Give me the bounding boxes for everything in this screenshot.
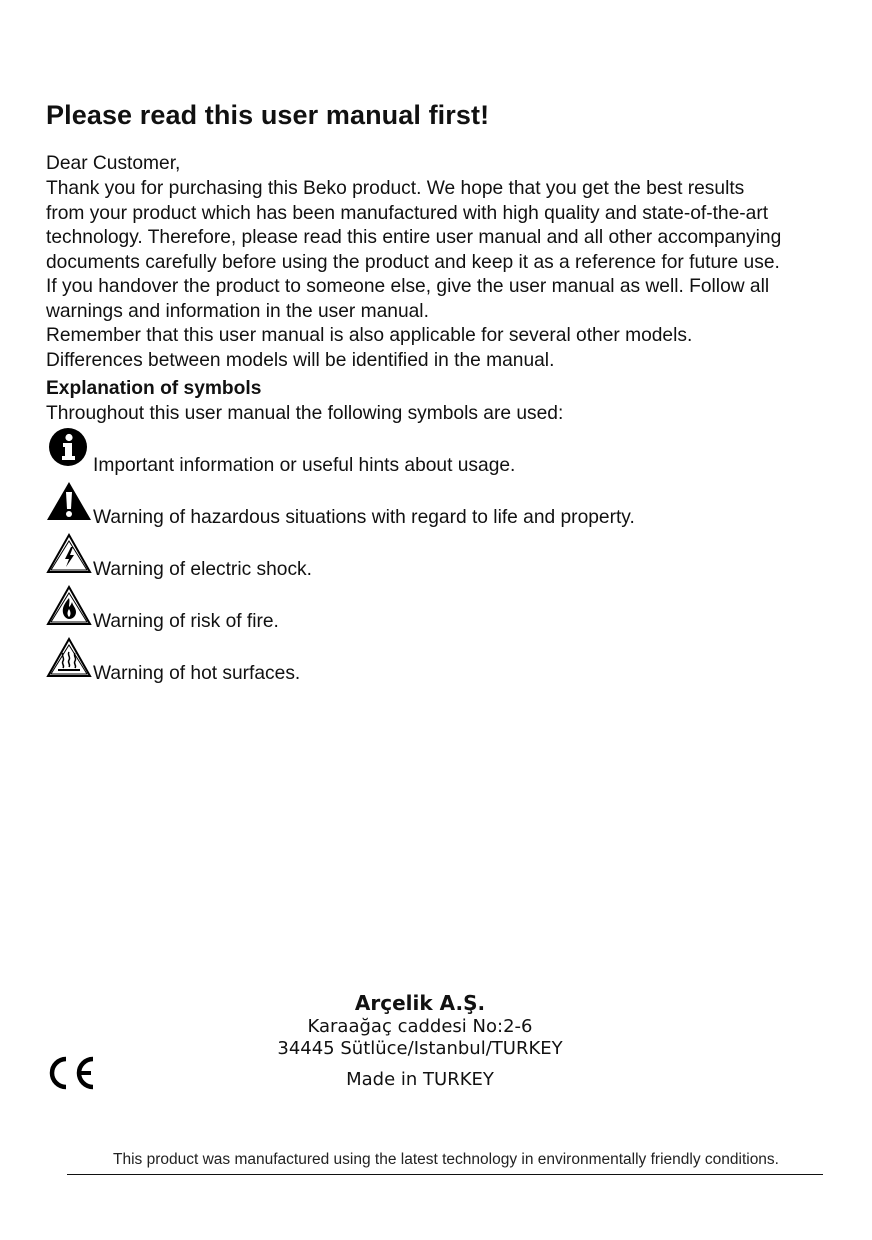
address-line: 34445 Sütlüce/Istanbul/TURKEY: [277, 1038, 563, 1059]
manufacturer-address: [240, 990, 600, 1091]
symbol-item-info: [46, 428, 826, 480]
ce-mark-logo: [44, 1054, 98, 1092]
made-in-label: Made in TURKEY: [346, 1069, 494, 1090]
symbol-description: Warning of risk of fire.: [93, 611, 279, 632]
intro-paragraph: [46, 177, 846, 325]
company-name: Arçelik A.Ş.: [354, 991, 486, 1015]
symbol-item-hazard: [46, 480, 826, 532]
info-icon: [46, 428, 90, 472]
hazard-warning-icon: [46, 480, 92, 524]
hot-surface-icon: [46, 636, 92, 680]
footer-note: This product was manufactured using the latest technology in environmentally friendly conditions.: [112, 1151, 779, 1168]
intro-line: warnings and information in the user manual.: [46, 300, 429, 322]
symbol-description: Important information or useful hints about usage.: [93, 455, 516, 476]
intro-line: technology. Therefore, please read this entire user manual and all other accompanying: [46, 227, 782, 249]
models-note-line: Remember that this user manual is also applicable for several other models.: [46, 325, 693, 346]
symbol-item-electric: [46, 532, 826, 584]
symbol-description: Warning of hazardous situations with regard to life and property.: [93, 507, 635, 528]
symbol-item-fire: [46, 584, 826, 636]
symbol-item-hot-surface: [46, 636, 826, 688]
symbols-intro: Throughout this user manual the following symbols are used:: [46, 403, 564, 424]
intro-line: documents carefully before using the product and keep it as a reference for future use.: [46, 251, 780, 273]
symbols-heading: Explanation of symbols: [46, 378, 262, 399]
address-line: Karaağaç caddesi No:2-6: [307, 1016, 533, 1037]
intro-line: If you handover the product to someone else, give the user manual as well. Follow all: [46, 276, 770, 298]
symbol-list: [46, 428, 826, 688]
page-title: Please read this user manual first!: [46, 100, 490, 130]
symbol-description: Warning of electric shock.: [93, 559, 312, 580]
models-note-paragraph: [46, 324, 846, 373]
fire-risk-icon: [46, 584, 92, 628]
models-note-line: Differences between models will be identified in the manual.: [46, 349, 555, 371]
greeting: Dear Customer,: [46, 153, 181, 174]
electric-shock-icon: [46, 532, 92, 576]
symbol-description: Warning of hot surfaces.: [93, 663, 301, 684]
intro-line: Thank you for purchasing this Beko product. We hope that you get the best results: [46, 178, 745, 199]
intro-line: from your product which has been manufactured with high quality and state-of-the-art: [46, 202, 769, 224]
footer-divider: [67, 1174, 823, 1175]
